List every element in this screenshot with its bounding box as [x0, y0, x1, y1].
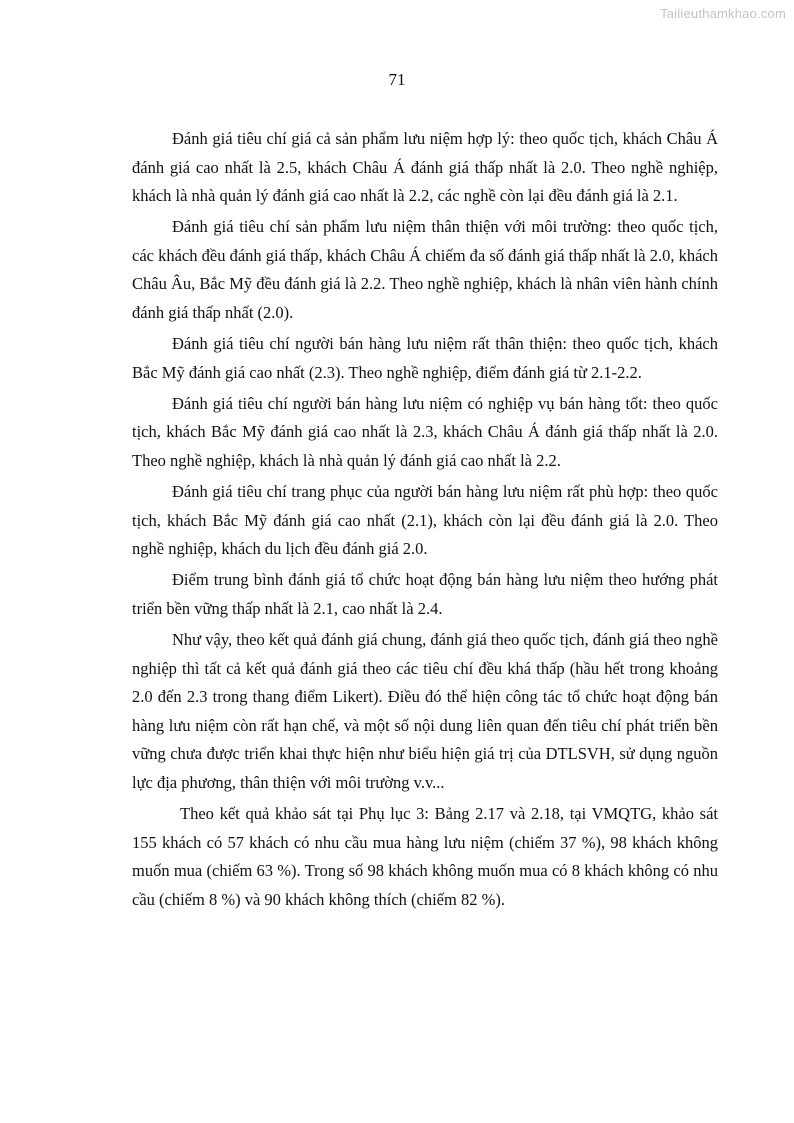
watermark-text: Tailieuthamkhao.com: [660, 6, 786, 21]
paragraph-eco-friendly-souvenirs: Đánh giá tiêu chí sản phẩm lưu niệm thân thiện với môi trường: theo quốc tịch, các khách đều đánh giá thấp, khách Châu Á chiếm đa số đánh giá thấp nhất là 2.0, khách Châu Âu, Bắc Mỹ đều đánh giá là 2.2. Theo nghề nghiệp, khách là nhân viên hành chính đánh giá thấp nhất (2.0).: [132, 217, 719, 323]
document-body: [132, 125, 718, 917]
paragraph-seller-attire: Đánh giá tiêu chí trang phục của người bán hàng lưu niệm rất phù hợp: theo quốc tịch, khách Bắc Mỹ đánh giá cao nhất (2.1), khách còn lại đều đánh giá là 2.0. Theo nghề nghiệp, khách du lịch đều đánh giá 2.0.: [132, 482, 718, 559]
paragraph-average-score: Điểm trung bình đánh giá tổ chức hoạt động bán hàng lưu niệm theo hướng phát triển bền vững thấp nhất là 2.1, cao nhất là 2.4.: [132, 570, 718, 618]
paragraph-friendly-sellers: Đánh giá tiêu chí người bán hàng lưu niệm rất thân thiện: theo quốc tịch, khách Bắc Mỹ đánh giá cao nhất (2.3). Theo nghề nghiệp, điểm đánh giá từ 2.1-2.2.: [132, 334, 718, 382]
paragraph-seller-skills: Đánh giá tiêu chí người bán hàng lưu niệm có nghiệp vụ bán hàng tốt: theo quốc tịch, khách Bắc Mỹ đánh giá cao nhất là 2.3, khách Châu Á đánh giá thấp nhất là 2.0. Theo nghề nghiệp, khách là nhà quản lý đánh giá cao nhất là 2.2.: [132, 393, 718, 471]
paragraph-survey-results: Theo kết quả khảo sát tại Phụ lục 3: Bảng 2.17 và 2.18, tại VMQTG, khảo sát 155 khách có 57 khách có nhu cầu mua hàng lưu niệm (chiếm 37 %), 98 khách không muốn mua (chiếm 63 %). Trong số 98 khách không muốn mua có 8 khách không có nhu cầu (chiếm 8 %) và 90 khách không thích (chiếm 82 %).: [132, 804, 718, 909]
paragraph-souvenir-price: Đánh giá tiêu chí giá cả sản phẩm lưu niệm hợp lý: theo quốc tịch, khách Châu Á đánh giá cao nhất là 2.5, khách Châu Á đánh giá thấp nhất là 2.0. Theo nghề nghiệp, khách là nhà quản lý đánh giá cao nhất là 2.2, các nghề còn lại đều đánh giá là 2.1.: [132, 129, 718, 206]
page-number: 71: [388, 70, 406, 89]
paragraph-conclusion: Như vậy, theo kết quả đánh giá chung, đánh giá theo quốc tịch, đánh giá theo nghề nghiệp thì tất cả kết quả đánh giá theo các tiêu chí đều khá thấp (hầu hết trong khoảng 2.0 đến 2.3 trong thang điểm Likert). Điều đó thể hiện công tác tổ chức hoạt động bán hàng lưu niệm còn rất hạn chế, và một số nội dung liên quan đến tiêu chí phát triển bền vững chưa được triển khai thực hiện như biểu hiện giá trị của DTLSVH, sử dụng nguồn lực địa phương, thân thiện với môi trường v.v...: [132, 630, 718, 793]
